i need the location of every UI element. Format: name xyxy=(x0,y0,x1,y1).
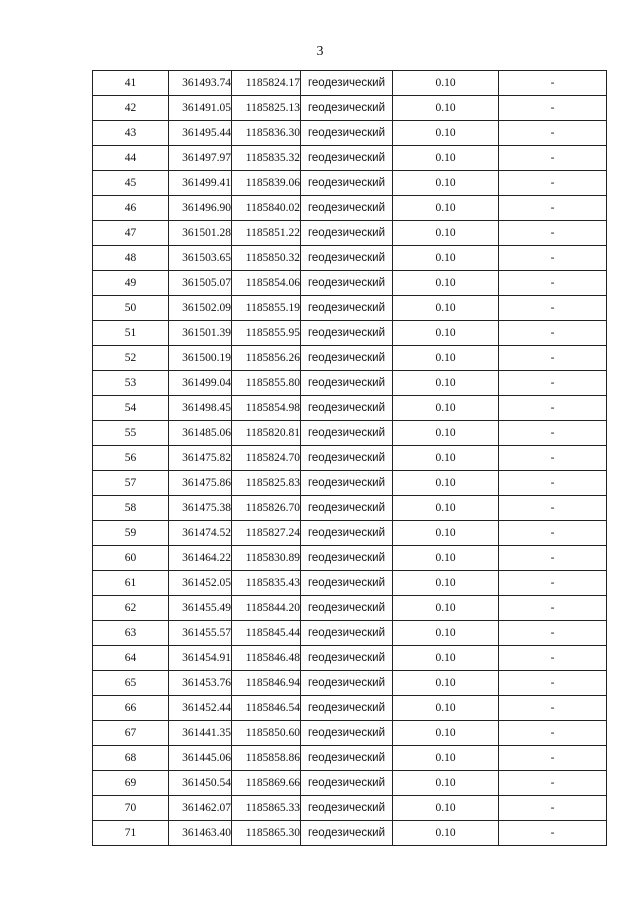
note-cell: - xyxy=(499,721,607,746)
y-coordinate-cell: 1185854.06 xyxy=(232,271,301,296)
y-coordinate-cell: 1185825.13 xyxy=(232,96,301,121)
y-coordinate-cell: 1185820.81 xyxy=(232,421,301,446)
note-cell: - xyxy=(499,71,607,96)
table-row xyxy=(93,646,607,671)
accuracy-cell: 0.10 xyxy=(393,371,499,396)
table-row xyxy=(93,821,607,846)
point-number-cell: 44 xyxy=(93,146,169,171)
accuracy-cell: 0.10 xyxy=(393,121,499,146)
point-number-cell: 51 xyxy=(93,321,169,346)
table-row xyxy=(93,496,607,521)
method-cell: геодезический xyxy=(301,421,393,446)
method-cell: геодезический xyxy=(301,146,393,171)
table-row xyxy=(93,596,607,621)
method-cell: геодезический xyxy=(301,696,393,721)
note-cell: - xyxy=(499,221,607,246)
point-number-cell: 49 xyxy=(93,271,169,296)
table-row xyxy=(93,796,607,821)
accuracy-cell: 0.10 xyxy=(393,671,499,696)
note-cell: - xyxy=(499,96,607,121)
note-cell: - xyxy=(499,346,607,371)
table-row xyxy=(93,71,607,96)
point-number-cell: 70 xyxy=(93,796,169,821)
method-cell: геодезический xyxy=(301,471,393,496)
y-coordinate-cell: 1185856.26 xyxy=(232,346,301,371)
note-cell: - xyxy=(499,396,607,421)
method-cell: геодезический xyxy=(301,746,393,771)
point-number-cell: 57 xyxy=(93,471,169,496)
x-coordinate-cell: 361495.44 xyxy=(169,121,232,146)
method-cell: геодезический xyxy=(301,346,393,371)
table-row xyxy=(93,96,607,121)
note-cell: - xyxy=(499,521,607,546)
x-coordinate-cell: 361493.74 xyxy=(169,71,232,96)
y-coordinate-cell: 1185830.89 xyxy=(232,546,301,571)
x-coordinate-cell: 361453.76 xyxy=(169,671,232,696)
y-coordinate-cell: 1185865.33 xyxy=(232,796,301,821)
note-cell: - xyxy=(499,321,607,346)
note-cell: - xyxy=(499,771,607,796)
note-cell: - xyxy=(499,646,607,671)
table-row xyxy=(93,396,607,421)
accuracy-cell: 0.10 xyxy=(393,721,499,746)
y-coordinate-cell: 1185825.83 xyxy=(232,471,301,496)
point-number-cell: 55 xyxy=(93,421,169,446)
y-coordinate-cell: 1185839.06 xyxy=(232,171,301,196)
note-cell: - xyxy=(499,696,607,721)
y-coordinate-cell: 1185844.20 xyxy=(232,596,301,621)
method-cell: геодезический xyxy=(301,571,393,596)
note-cell: - xyxy=(499,746,607,771)
x-coordinate-cell: 361455.57 xyxy=(169,621,232,646)
accuracy-cell: 0.10 xyxy=(393,771,499,796)
table-row xyxy=(93,121,607,146)
method-cell: геодезический xyxy=(301,821,393,846)
method-cell: геодезический xyxy=(301,621,393,646)
accuracy-cell: 0.10 xyxy=(393,346,499,371)
note-cell: - xyxy=(499,621,607,646)
y-coordinate-cell: 1185855.80 xyxy=(232,371,301,396)
method-cell: геодезический xyxy=(301,771,393,796)
x-coordinate-cell: 361491.05 xyxy=(169,96,232,121)
method-cell: геодезический xyxy=(301,246,393,271)
table-row xyxy=(93,471,607,496)
method-cell: геодезический xyxy=(301,521,393,546)
x-coordinate-cell: 361454.91 xyxy=(169,646,232,671)
y-coordinate-cell: 1185850.60 xyxy=(232,721,301,746)
accuracy-cell: 0.10 xyxy=(393,621,499,646)
point-number-cell: 67 xyxy=(93,721,169,746)
method-cell: геодезический xyxy=(301,96,393,121)
x-coordinate-cell: 361503.65 xyxy=(169,246,232,271)
y-coordinate-cell: 1185845.44 xyxy=(232,621,301,646)
note-cell: - xyxy=(499,821,607,846)
x-coordinate-cell: 361501.39 xyxy=(169,321,232,346)
accuracy-cell: 0.10 xyxy=(393,321,499,346)
accuracy-cell: 0.10 xyxy=(393,696,499,721)
x-coordinate-cell: 361474.52 xyxy=(169,521,232,546)
accuracy-cell: 0.10 xyxy=(393,71,499,96)
point-number-cell: 62 xyxy=(93,596,169,621)
point-number-cell: 59 xyxy=(93,521,169,546)
point-number-cell: 56 xyxy=(93,446,169,471)
method-cell: геодезический xyxy=(301,171,393,196)
table-row xyxy=(93,521,607,546)
point-number-cell: 63 xyxy=(93,621,169,646)
note-cell: - xyxy=(499,546,607,571)
point-number-cell: 53 xyxy=(93,371,169,396)
method-cell: геодезический xyxy=(301,496,393,521)
accuracy-cell: 0.10 xyxy=(393,546,499,571)
method-cell: геодезический xyxy=(301,671,393,696)
accuracy-cell: 0.10 xyxy=(393,271,499,296)
accuracy-cell: 0.10 xyxy=(393,646,499,671)
y-coordinate-cell: 1185869.66 xyxy=(232,771,301,796)
y-coordinate-cell: 1185827.24 xyxy=(232,521,301,546)
coordinates-table-body xyxy=(93,71,607,846)
x-coordinate-cell: 361452.05 xyxy=(169,571,232,596)
method-cell: геодезический xyxy=(301,371,393,396)
accuracy-cell: 0.10 xyxy=(393,446,499,471)
note-cell: - xyxy=(499,121,607,146)
table-row xyxy=(93,671,607,696)
x-coordinate-cell: 361497.97 xyxy=(169,146,232,171)
accuracy-cell: 0.10 xyxy=(393,821,499,846)
x-coordinate-cell: 361496.90 xyxy=(169,196,232,221)
note-cell: - xyxy=(499,296,607,321)
accuracy-cell: 0.10 xyxy=(393,421,499,446)
x-coordinate-cell: 361475.82 xyxy=(169,446,232,471)
point-number-cell: 45 xyxy=(93,171,169,196)
point-number-cell: 61 xyxy=(93,571,169,596)
accuracy-cell: 0.10 xyxy=(393,471,499,496)
accuracy-cell: 0.10 xyxy=(393,521,499,546)
x-coordinate-cell: 361462.07 xyxy=(169,796,232,821)
x-coordinate-cell: 361475.86 xyxy=(169,471,232,496)
accuracy-cell: 0.10 xyxy=(393,196,499,221)
y-coordinate-cell: 1185854.98 xyxy=(232,396,301,421)
point-number-cell: 71 xyxy=(93,821,169,846)
method-cell: геодезический xyxy=(301,546,393,571)
y-coordinate-cell: 1185824.17 xyxy=(232,71,301,96)
accuracy-cell: 0.10 xyxy=(393,596,499,621)
point-number-cell: 68 xyxy=(93,746,169,771)
method-cell: геодезический xyxy=(301,296,393,321)
y-coordinate-cell: 1185826.70 xyxy=(232,496,301,521)
note-cell: - xyxy=(499,796,607,821)
table-row xyxy=(93,771,607,796)
x-coordinate-cell: 361502.09 xyxy=(169,296,232,321)
note-cell: - xyxy=(499,246,607,271)
method-cell: геодезический xyxy=(301,196,393,221)
note-cell: - xyxy=(499,496,607,521)
method-cell: геодезический xyxy=(301,321,393,346)
table-row xyxy=(93,721,607,746)
x-coordinate-cell: 361501.28 xyxy=(169,221,232,246)
point-number-cell: 54 xyxy=(93,396,169,421)
method-cell: геодезический xyxy=(301,271,393,296)
accuracy-cell: 0.10 xyxy=(393,296,499,321)
accuracy-cell: 0.10 xyxy=(393,96,499,121)
table-row xyxy=(93,221,607,246)
accuracy-cell: 0.10 xyxy=(393,171,499,196)
y-coordinate-cell: 1185846.48 xyxy=(232,646,301,671)
point-number-cell: 41 xyxy=(93,71,169,96)
table-row xyxy=(93,171,607,196)
table-row xyxy=(93,571,607,596)
note-cell: - xyxy=(499,146,607,171)
x-coordinate-cell: 361464.22 xyxy=(169,546,232,571)
accuracy-cell: 0.10 xyxy=(393,396,499,421)
method-cell: геодезический xyxy=(301,446,393,471)
table-row xyxy=(93,546,607,571)
table-row xyxy=(93,146,607,171)
point-number-cell: 47 xyxy=(93,221,169,246)
y-coordinate-cell: 1185846.94 xyxy=(232,671,301,696)
point-number-cell: 60 xyxy=(93,546,169,571)
point-number-cell: 50 xyxy=(93,296,169,321)
point-number-cell: 43 xyxy=(93,121,169,146)
point-number-cell: 64 xyxy=(93,646,169,671)
x-coordinate-cell: 361455.49 xyxy=(169,596,232,621)
method-cell: геодезический xyxy=(301,121,393,146)
table-row xyxy=(93,446,607,471)
y-coordinate-cell: 1185836.30 xyxy=(232,121,301,146)
note-cell: - xyxy=(499,571,607,596)
point-number-cell: 42 xyxy=(93,96,169,121)
accuracy-cell: 0.10 xyxy=(393,571,499,596)
point-number-cell: 58 xyxy=(93,496,169,521)
method-cell: геодезический xyxy=(301,721,393,746)
note-cell: - xyxy=(499,171,607,196)
y-coordinate-cell: 1185835.43 xyxy=(232,571,301,596)
note-cell: - xyxy=(499,446,607,471)
table-row xyxy=(93,271,607,296)
x-coordinate-cell: 361485.06 xyxy=(169,421,232,446)
note-cell: - xyxy=(499,421,607,446)
y-coordinate-cell: 1185850.32 xyxy=(232,246,301,271)
point-number-cell: 66 xyxy=(93,696,169,721)
table-row xyxy=(93,621,607,646)
y-coordinate-cell: 1185865.30 xyxy=(232,821,301,846)
x-coordinate-cell: 361499.04 xyxy=(169,371,232,396)
table-row xyxy=(93,746,607,771)
table-row xyxy=(93,296,607,321)
method-cell: геодезический xyxy=(301,396,393,421)
x-coordinate-cell: 361500.19 xyxy=(169,346,232,371)
method-cell: геодезический xyxy=(301,796,393,821)
method-cell: геодезический xyxy=(301,71,393,96)
accuracy-cell: 0.10 xyxy=(393,496,499,521)
table-row xyxy=(93,196,607,221)
method-cell: геодезический xyxy=(301,646,393,671)
accuracy-cell: 0.10 xyxy=(393,246,499,271)
y-coordinate-cell: 1185835.32 xyxy=(232,146,301,171)
note-cell: - xyxy=(499,596,607,621)
x-coordinate-cell: 361445.06 xyxy=(169,746,232,771)
x-coordinate-cell: 361452.44 xyxy=(169,696,232,721)
point-number-cell: 52 xyxy=(93,346,169,371)
y-coordinate-cell: 1185846.54 xyxy=(232,696,301,721)
table-row xyxy=(93,371,607,396)
accuracy-cell: 0.10 xyxy=(393,796,499,821)
table-row xyxy=(93,346,607,371)
table-row xyxy=(93,321,607,346)
point-number-cell: 65 xyxy=(93,671,169,696)
x-coordinate-cell: 361498.45 xyxy=(169,396,232,421)
x-coordinate-cell: 361463.40 xyxy=(169,821,232,846)
y-coordinate-cell: 1185840.02 xyxy=(232,196,301,221)
note-cell: - xyxy=(499,196,607,221)
x-coordinate-cell: 361475.38 xyxy=(169,496,232,521)
point-number-cell: 69 xyxy=(93,771,169,796)
page-number: 3 xyxy=(316,44,324,59)
note-cell: - xyxy=(499,271,607,296)
method-cell: геодезический xyxy=(301,596,393,621)
x-coordinate-cell: 361441.35 xyxy=(169,721,232,746)
point-number-cell: 48 xyxy=(93,246,169,271)
table-row xyxy=(93,246,607,271)
method-cell: геодезический xyxy=(301,221,393,246)
table-row xyxy=(93,696,607,721)
note-cell: - xyxy=(499,471,607,496)
x-coordinate-cell: 361450.54 xyxy=(169,771,232,796)
y-coordinate-cell: 1185855.95 xyxy=(232,321,301,346)
x-coordinate-cell: 361505.07 xyxy=(169,271,232,296)
accuracy-cell: 0.10 xyxy=(393,746,499,771)
accuracy-cell: 0.10 xyxy=(393,146,499,171)
y-coordinate-cell: 1185858.86 xyxy=(232,746,301,771)
accuracy-cell: 0.10 xyxy=(393,221,499,246)
coordinates-table xyxy=(92,70,607,846)
y-coordinate-cell: 1185851.22 xyxy=(232,221,301,246)
note-cell: - xyxy=(499,371,607,396)
x-coordinate-cell: 361499.41 xyxy=(169,171,232,196)
note-cell: - xyxy=(499,671,607,696)
point-number-cell: 46 xyxy=(93,196,169,221)
table-row xyxy=(93,421,607,446)
y-coordinate-cell: 1185855.19 xyxy=(232,296,301,321)
y-coordinate-cell: 1185824.70 xyxy=(232,446,301,471)
